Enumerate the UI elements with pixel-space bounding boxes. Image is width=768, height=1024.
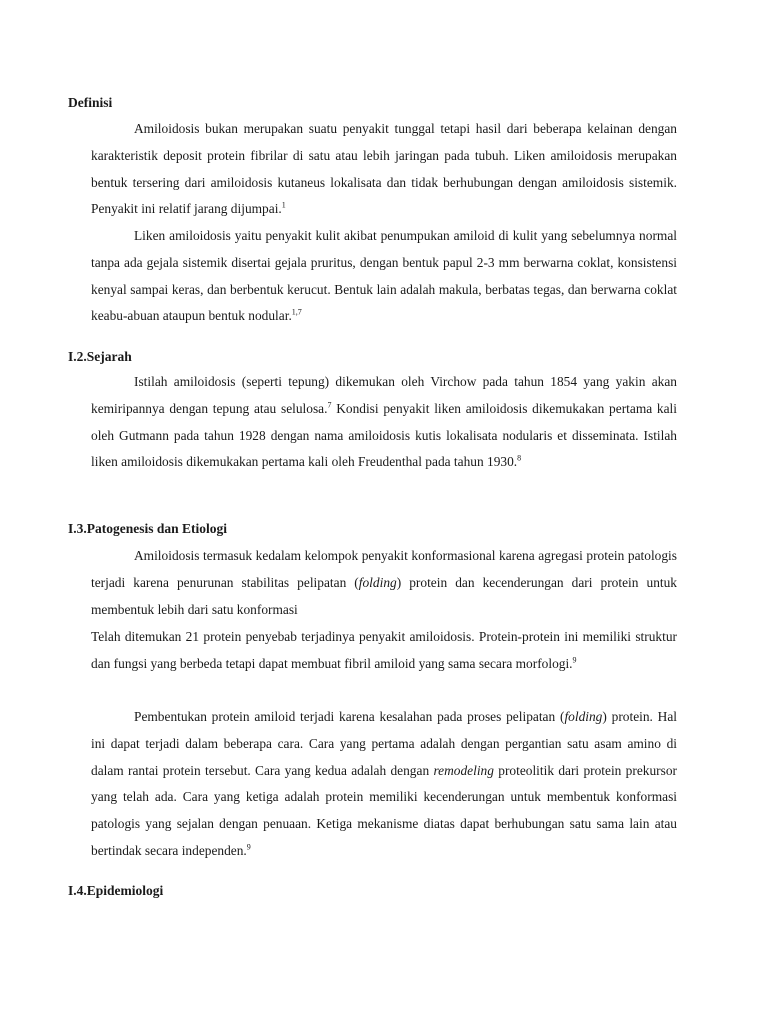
- paragraph-text: ) protein. Hal ini dapat terjadi dalam beberapa cara. Cara yang pertama adalah dengan pergantian satu asam amino di dalam rantai protein tersebut. Cara yang kedua adalah dengan: [91, 709, 678, 778]
- paragraph-definisi-2: [91, 223, 677, 330]
- heading-epidemiologi: I.4.Epidemiologi: [68, 883, 164, 898]
- italic-term: remodeling: [433, 762, 494, 778]
- paragraph-text: Pembentukan protein amiloid terjadi karena kesalahan pada proses pelipatan (: [134, 709, 565, 724]
- paragraph-sejarah-1: [91, 369, 677, 476]
- paragraph-text: Amiloidosis bukan merupakan suatu penyakit tunggal tetapi hasil dari beberapa kelainan dengan karakteristik deposit protein fibrilar di satu atau lebih jaringan pada tubuh. Liken amiloidosis merupakan bentuk tersering dari amiloidosis kutaneus lokalisata dan tidak berhubungan dengan amiloidosis sistemik. Penyakit ini relatif jarang dijumpai.: [91, 121, 677, 217]
- reference-superscript: 9: [246, 842, 251, 852]
- paragraph-patogenesis-1: [91, 543, 677, 623]
- italic-term: folding: [358, 574, 397, 590]
- paragraph-text: ) protein dan kecenderungan dari protein untuk membentuk lebih dari satu konformasi: [91, 574, 677, 617]
- paragraph-text: Kondisi penyakit liken amiloidosis dikemukakan pertama kali oleh Gutmann pada tahun 1928 dengan nama amiloidosis kutis lokalisata nodularis et disseminata. Istilah liken amiloidosis dikemukakan pertama kali oleh Freudenthal pada tahun 1930.: [91, 400, 677, 470]
- reference-superscript: 7: [327, 400, 332, 410]
- reference-superscript: 9: [572, 655, 577, 665]
- italic-term: folding: [564, 709, 603, 724]
- paragraph-text: Amiloidosis termasuk kedalam kelompok penyakit konformasional karena agregasi protein patologis terjadi karena penurunan stabilitas pelipatan (: [91, 548, 677, 590]
- reference-superscript: 8: [517, 453, 522, 463]
- paragraph-patogenesis-3: [91, 704, 677, 865]
- heading-sejarah: I.2.Sejarah: [68, 349, 132, 364]
- paragraph-patogenesis-2: [91, 624, 677, 678]
- paragraph-text: Telah ditemukan 21 protein penyebab terjadinya penyakit amiloidosis. Protein-protein ini memiliki struktur dan fungsi yang berbeda tetapi dapat membuat fibril amiloid yang sama secara morfologi.: [91, 629, 677, 671]
- paragraph-text: proteolitik dari protein prekursor yang telah ada. Cara yang ketiga adalah protein memiliki kecenderungan untuk membentuk konformasi patologis yang sejalan dengan penuaan. Ketiga mekanisme diatas dapat berhubungan satu sama lain atau bertindak secara independen.: [91, 762, 677, 858]
- paragraph-definisi-1: [91, 116, 677, 223]
- reference-superscript: 1,7: [291, 307, 302, 317]
- paragraph-text: Istilah amiloidosis (seperti tepung) dikemukan oleh Virchow pada tahun 1854 yang yakin akan kemiripannya dengan tepung atau selulosa.: [91, 374, 677, 416]
- heading-definisi: Definisi: [68, 95, 113, 110]
- heading-patogenesis: I.3.Patogenesis dan Etiologi: [68, 521, 228, 536]
- paragraph-text: Liken amiloidosis yaitu penyakit kulit akibat penumpukan amiloid di kulit yang sebelumnya normal tanpa ada gejala sistemik disertai gejala pruritus, dengan bentuk papul 2-3 mm berwarna coklat, konsistensi kenyal sampai keras, dan berbentuk kerucut. Bentuk lain adalah makula, berbatas tegas, dan berwarna coklat keabu-abuan ataupun bentuk nodular.: [91, 228, 677, 324]
- reference-superscript: 1: [281, 200, 286, 210]
